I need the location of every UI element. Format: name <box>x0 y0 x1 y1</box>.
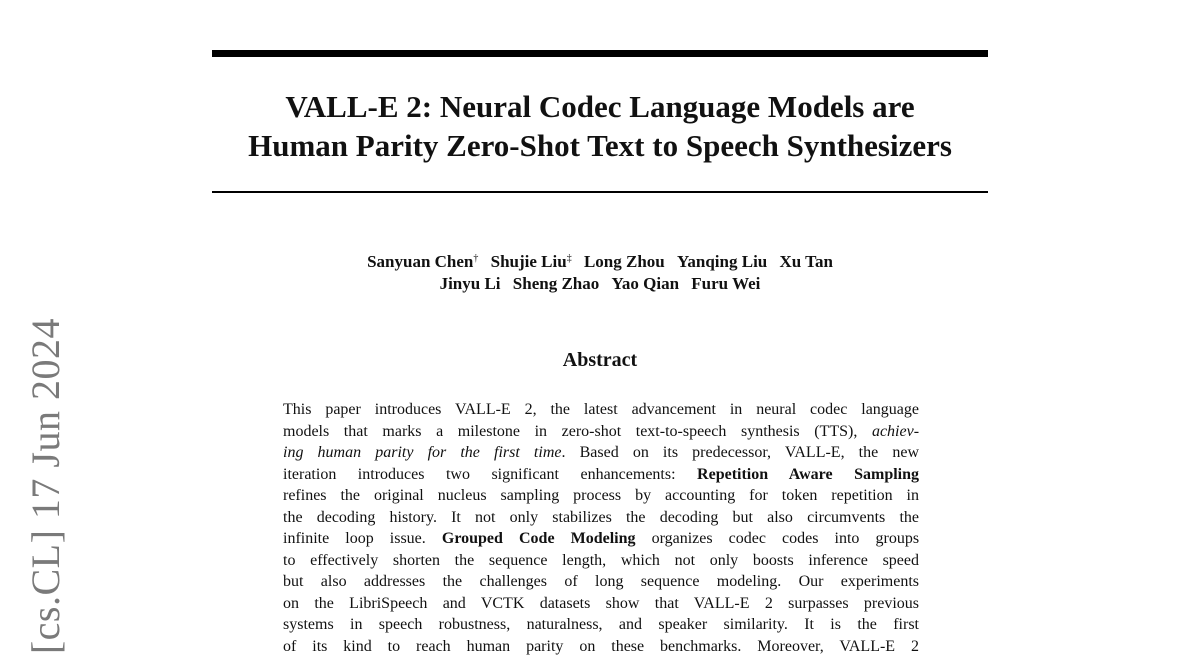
author: Long Zhou <box>583 252 665 271</box>
abstract-line: refines the original nucleus sampling process by accounting for token repetition in <box>283 487 919 504</box>
title-line-1: VALL-E 2: Neural Codec Language Models are <box>285 89 915 124</box>
arxiv-identifier-stamp <box>22 318 70 658</box>
abstract-line: infinite loop issue. Grouped Code Modeling organizes codec codes into groups <box>283 530 920 547</box>
author: Shujie Liu‡ <box>490 252 572 271</box>
author: Sanyuan Chen† <box>367 252 479 271</box>
author: Xu Tan <box>779 252 833 271</box>
abstract-line: This paper introduces VALL-E 2, the latest advancement in neural codec language <box>283 401 919 418</box>
abstract-line: models that marks a milestone in zero-shot text-to-speech synthesis (TTS), achiev- <box>283 422 920 440</box>
abstract-line: of its kind to reach human parity on these benchmarks. Moreover, VALL-E 2 <box>283 637 919 655</box>
title-line-2: Human Parity Zero-Shot Text to Speech Synthesizers <box>248 128 952 163</box>
author-list <box>212 248 988 295</box>
title-bottom-rule <box>212 191 988 193</box>
abstract-line: to effectively shorten the sequence length, which not only boosts inference speed <box>283 551 919 569</box>
author: Yao Qian <box>611 274 680 293</box>
abstract-line: systems in speech robustness, naturalness, and speaker similarity. It is the first <box>283 616 919 633</box>
abstract-heading: Abstract <box>562 349 638 371</box>
abstract-line: but also addresses the challenges of long sequence modeling. Our experiments <box>283 573 919 590</box>
author: Sheng Zhao <box>512 274 600 293</box>
paper-title <box>212 87 988 165</box>
abstract-line: ing human parity for the first time. Based on its predecessor, VALL-E, the new <box>283 444 920 461</box>
author: Yanqing Liu <box>677 252 768 271</box>
arxiv-stamp-text: [cs.CL] 17 Jun 2024 <box>23 318 68 655</box>
author-line-2 <box>212 273 988 295</box>
affiliation-mark: † <box>473 253 479 264</box>
title-top-rule <box>212 50 988 57</box>
abstract-line: the decoding history. It not only stabilizes the decoding but also circumvents the <box>283 508 919 526</box>
author: Jinyu Li <box>439 274 501 293</box>
abstract-body <box>283 399 919 657</box>
author-line-1 <box>212 248 988 273</box>
affiliation-mark: ‡ <box>566 253 572 264</box>
abstract-line: iteration introduces two significant enhancements: Repetition Aware Sampling <box>283 465 920 483</box>
author: Furu Wei <box>691 274 761 293</box>
abstract-line: on the LibriSpeech and VCTK datasets show that VALL-E 2 surpasses previous <box>283 594 919 612</box>
